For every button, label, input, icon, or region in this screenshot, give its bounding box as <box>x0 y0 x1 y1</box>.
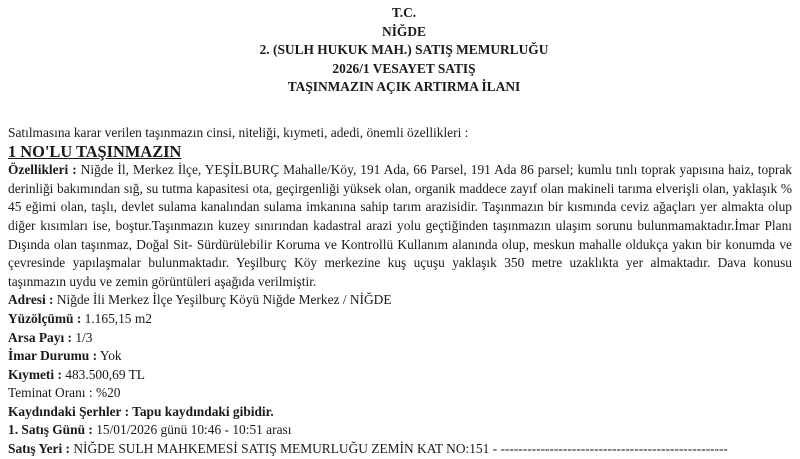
sale-day-label: 1. Satış Günü : <box>8 422 93 438</box>
header-notice-title: TAŞINMAZIN AÇIK ARTIRMA İLANI <box>287 79 521 95</box>
registry-row <box>8 403 792 422</box>
address-row <box>8 291 792 310</box>
sale-place-label: Satış Yeri : <box>8 441 70 457</box>
document-page <box>8 4 792 459</box>
deposit-label: Teminat Oranı : <box>8 385 93 401</box>
sale-day-row <box>8 421 792 440</box>
features-label: Özellikleri : <box>8 162 77 178</box>
share-row <box>8 329 792 348</box>
header-file-number: 2026/1 VESAYET SATIŞ <box>332 60 476 76</box>
value-row <box>8 366 792 385</box>
share-value: 1/3 <box>71 329 93 345</box>
features-paragraph <box>8 161 792 291</box>
header-office: 2. (SULH HUKUK MAH.) SATIŞ MEMURLUĞU <box>259 42 549 58</box>
value-label: Kıymeti : <box>8 366 62 382</box>
document-header <box>16 4 792 97</box>
value-amount: 483.500,69 TL <box>61 366 145 382</box>
area-value: 1.165,15 m2 <box>81 310 152 326</box>
zoning-row <box>8 347 792 366</box>
property-details <box>8 161 792 459</box>
zoning-label: İmar Durumu : <box>8 348 98 364</box>
area-label: Yüzölçümü : <box>8 310 82 326</box>
intro-text: Satılmasına karar verilen taşınmazın cinsi, niteliği, kıymeti, adedi, önemli özellikleri : <box>8 124 469 140</box>
deposit-row <box>8 384 792 403</box>
address-label: Adresi : <box>8 292 54 308</box>
sale-day-value: 15/01/2026 günü 10:46 - 10:51 arası <box>92 422 292 438</box>
deposit-value: %20 <box>92 385 121 401</box>
registry-label: Kaydındaki Şerhler : <box>8 403 130 419</box>
header-tc: T.C. <box>391 5 417 20</box>
area-row <box>8 310 792 329</box>
sale-place-value: NİĞDE SULH MAHKEMESİ SATIŞ MEMURLUĞU ZEMİN KAT NO:151 - --------------------------------------------------- <box>69 441 728 457</box>
header-city: NİĞDE <box>382 23 426 39</box>
sale-place-row <box>8 440 792 459</box>
share-label: Arsa Payı : <box>8 329 72 345</box>
features-text: Niğde İl, Merkez İlçe, YEŞİLBURÇ Mahalle/Köy, 191 Ada, 66 Parsel, 191 Ada 86 parsel; kumlu tınlı toprak yapısına haiz, toprak derinliği bakımından sığ, su tutma kapasitesi ota, geçirgenliği yüksek olan, organik maddece zayıf olan makineli tarıma elverişli olan, yaklaşık % 45 eğimi olan, taşlı, devlet sulama kanalından sulama imkanına sahip tarım arazisidir. Taşınmazın bir kısmında ceviz ağaçları yer almakta olup diğer kısımları ise, boştur.Taşınmazın kuzey sınırından kadastral arazi yolu geçtiğinden taşınmazın ulaşım sorunu bulunmamaktadır.İmar Planı Dışında olan taşınmaz, Doğal Sit- Sürdürülebilir Koruma ve Kontrollü Kullanım alanında olup, meskun mahalle oldukça yakın bir konumda ve çevresinde yapılaşmalar bulunmaktadır. Yeşilburç Köy merkezine kuş uçuşu yaklaşık 350 metre uzaklıkta yer almaktadır. Dava konusu taşınmazın uydu ve zemin görüntüleri aşağıda verilmiştir. <box>8 162 792 289</box>
registry-value: Tapu kaydındaki gibidir. <box>129 403 274 419</box>
section-title: 1 NO'LU TAŞINMAZIN <box>8 141 182 161</box>
address-value: Niğde İli Merkez İlçe Yeşilburç Köyü Niğde Merkez / NİĞDE <box>53 292 392 308</box>
zoning-value: Yok <box>97 348 122 364</box>
